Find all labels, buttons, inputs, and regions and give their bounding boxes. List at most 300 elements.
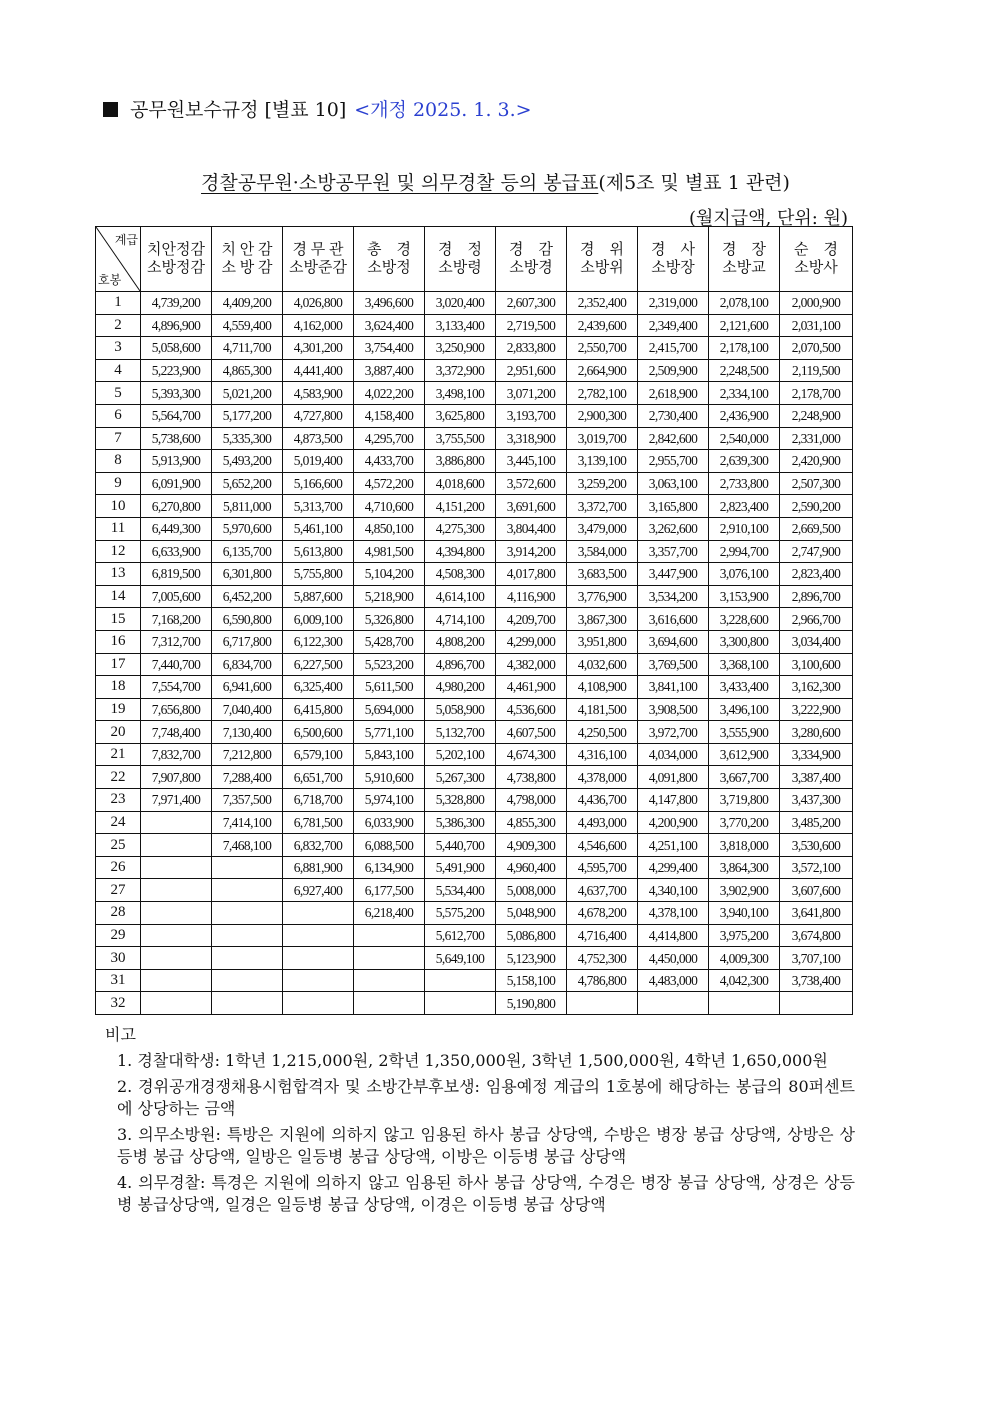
salary-cell: 3,667,700 xyxy=(709,766,780,789)
salary-cell: 5,652,200 xyxy=(212,472,283,495)
note-item: 2. 경위공개경쟁채용시험합격자 및 소방간부후보생: 임용예정 계급의 1호봉에 해당하는 봉급의 80퍼센트에 상당하는 금액 xyxy=(117,1077,855,1118)
salary-cell: 5,218,900 xyxy=(354,585,425,608)
salary-cell: 5,123,900 xyxy=(496,947,567,970)
salary-cell xyxy=(567,992,638,1015)
salary-cell: 3,387,400 xyxy=(780,766,853,789)
salary-cell: 2,733,800 xyxy=(709,472,780,495)
salary-cell: 7,832,700 xyxy=(141,743,212,766)
salary-cell: 4,108,900 xyxy=(567,676,638,699)
salary-cell: 5,910,600 xyxy=(354,766,425,789)
table-row xyxy=(96,404,853,427)
salary-cell: 4,433,700 xyxy=(354,450,425,473)
salary-cell: 4,980,200 xyxy=(425,676,496,699)
salary-cell: 4,483,000 xyxy=(638,969,709,992)
salary-cell: 3,804,400 xyxy=(496,517,567,540)
salary-cell: 4,674,300 xyxy=(496,743,567,766)
salary-cell: 4,436,700 xyxy=(567,789,638,812)
salary-cell: 5,694,000 xyxy=(354,698,425,721)
salary-cell: 7,357,500 xyxy=(212,789,283,812)
salary-cell: 2,248,900 xyxy=(780,404,853,427)
salary-cell: 5,177,200 xyxy=(212,404,283,427)
table-row xyxy=(96,924,853,947)
salary-cell: 5,386,300 xyxy=(425,811,496,834)
salary-cell: 7,288,400 xyxy=(212,766,283,789)
salary-cell: 3,280,600 xyxy=(780,721,853,744)
square-bullet-icon xyxy=(103,102,118,117)
salary-cell: 4,710,600 xyxy=(354,495,425,518)
column-header-line: 소방령 xyxy=(438,260,482,276)
salary-cell xyxy=(283,992,354,1015)
step-cell: 26 xyxy=(96,856,141,879)
salary-cell: 4,896,900 xyxy=(141,314,212,337)
salary-cell: 2,900,300 xyxy=(567,404,638,427)
salary-cell: 3,975,200 xyxy=(709,924,780,947)
salary-cell: 2,730,400 xyxy=(638,404,709,427)
salary-cell xyxy=(425,992,496,1015)
salary-cell: 4,299,000 xyxy=(496,630,567,653)
salary-cell: 4,301,200 xyxy=(283,337,354,360)
column-header-line: 소방준감 xyxy=(289,260,347,276)
salary-cell: 3,572,100 xyxy=(780,856,853,879)
salary-cell: 3,940,100 xyxy=(709,902,780,925)
salary-cell xyxy=(141,834,212,857)
salary-cell xyxy=(212,992,283,1015)
table-row xyxy=(96,789,853,812)
salary-cell: 6,452,200 xyxy=(212,585,283,608)
salary-cell: 2,248,500 xyxy=(709,359,780,382)
salary-cell: 2,119,500 xyxy=(780,359,853,382)
salary-cell: 2,509,900 xyxy=(638,359,709,382)
salary-cell: 3,193,700 xyxy=(496,404,567,427)
salary-cell: 3,020,400 xyxy=(425,292,496,315)
salary-cell: 4,162,000 xyxy=(283,314,354,337)
salary-cell: 2,436,900 xyxy=(709,404,780,427)
column-header-line: 경 무 관 xyxy=(292,242,344,258)
step-cell: 18 xyxy=(96,676,141,699)
salary-cell: 5,913,900 xyxy=(141,450,212,473)
table-row xyxy=(96,766,853,789)
salary-cell: 2,078,100 xyxy=(709,292,780,315)
salary-cell xyxy=(212,924,283,947)
salary-cell: 6,834,700 xyxy=(212,653,283,676)
salary-cell: 7,130,400 xyxy=(212,721,283,744)
salary-cell: 5,086,800 xyxy=(496,924,567,947)
salary-cell: 6,819,500 xyxy=(141,563,212,586)
note-item: 3. 의무소방원: 특방은 지원에 의하지 않고 임용된 하사 봉급 상당액, 수방은 병장 봉급 상당액, 상방은 상등병 봉급 상당액, 일방은 일등병 봉급 상당액, 이방은 이등병 봉급 상당액 xyxy=(117,1125,855,1166)
salary-cell xyxy=(354,947,425,970)
salary-cell: 3,864,300 xyxy=(709,856,780,879)
salary-cell: 6,088,500 xyxy=(354,834,425,857)
salary-cell: 4,981,500 xyxy=(354,540,425,563)
salary-cell: 4,018,600 xyxy=(425,472,496,495)
salary-cell: 2,000,900 xyxy=(780,292,853,315)
salary-cell: 4,865,300 xyxy=(212,359,283,382)
table-body xyxy=(96,292,853,1015)
salary-cell: 6,122,300 xyxy=(283,630,354,653)
salary-cell: 4,441,400 xyxy=(283,359,354,382)
table-row xyxy=(96,969,853,992)
notes-label: 비고 xyxy=(105,1025,136,1044)
table-row xyxy=(96,608,853,631)
step-cell: 25 xyxy=(96,834,141,857)
salary-cell: 4,572,200 xyxy=(354,472,425,495)
salary-cell: 4,022,200 xyxy=(354,382,425,405)
salary-cell: 5,523,200 xyxy=(354,653,425,676)
salary-cell: 4,678,200 xyxy=(567,902,638,925)
salary-cell: 3,357,700 xyxy=(638,540,709,563)
salary-cell: 4,909,300 xyxy=(496,834,567,857)
salary-cell: 5,534,400 xyxy=(425,879,496,902)
table-row xyxy=(96,585,853,608)
salary-cell: 3,228,600 xyxy=(709,608,780,631)
salary-cell: 3,674,800 xyxy=(780,924,853,947)
notes-section xyxy=(105,1024,855,1220)
salary-cell: 3,887,400 xyxy=(354,359,425,382)
column-header-line: 소방교 xyxy=(722,260,766,276)
salary-cell xyxy=(141,947,212,970)
salary-cell: 7,168,200 xyxy=(141,608,212,631)
salary-cell: 2,833,800 xyxy=(496,337,567,360)
salary-cell: 6,227,500 xyxy=(283,653,354,676)
salary-cell: 5,104,200 xyxy=(354,563,425,586)
table-row xyxy=(96,450,853,473)
salary-cell: 3,530,600 xyxy=(780,834,853,857)
salary-cell: 3,625,800 xyxy=(425,404,496,427)
salary-cell: 4,873,500 xyxy=(283,427,354,450)
salary-cell: 4,808,200 xyxy=(425,630,496,653)
step-cell: 13 xyxy=(96,563,141,586)
salary-cell: 7,554,700 xyxy=(141,676,212,699)
salary-cell: 6,633,900 xyxy=(141,540,212,563)
salary-cell: 3,707,100 xyxy=(780,947,853,970)
salary-cell: 5,326,800 xyxy=(354,608,425,631)
salary-cell: 5,491,900 xyxy=(425,856,496,879)
column-header-line: 소방장 xyxy=(651,260,695,276)
table-row xyxy=(96,721,853,744)
salary-cell xyxy=(141,879,212,902)
salary-cell: 3,972,700 xyxy=(638,721,709,744)
salary-cell: 5,649,100 xyxy=(425,947,496,970)
revision-note: <개정 2025. 1. 3.> xyxy=(354,99,532,121)
table-row xyxy=(96,856,853,879)
salary-cell: 3,437,300 xyxy=(780,789,853,812)
salary-cell: 5,328,800 xyxy=(425,789,496,812)
step-cell: 14 xyxy=(96,585,141,608)
salary-cell: 3,162,300 xyxy=(780,676,853,699)
table-row xyxy=(96,743,853,766)
salary-cell: 4,299,400 xyxy=(638,856,709,879)
salary-cell: 3,076,100 xyxy=(709,563,780,586)
column-header-line: 경 사 xyxy=(651,242,695,258)
salary-cell: 5,048,900 xyxy=(496,902,567,925)
salary-cell: 4,798,000 xyxy=(496,789,567,812)
salary-cell: 5,335,300 xyxy=(212,427,283,450)
table-row xyxy=(96,653,853,676)
salary-cell: 4,209,700 xyxy=(496,608,567,631)
salary-cell: 2,334,100 xyxy=(709,382,780,405)
step-cell: 11 xyxy=(96,517,141,540)
column-header-line: 소 방 감 xyxy=(221,260,273,276)
salary-cell: 2,951,600 xyxy=(496,359,567,382)
salary-cell: 4,716,400 xyxy=(567,924,638,947)
column-header-line: 경 정 xyxy=(438,242,482,258)
table-row xyxy=(96,495,853,518)
salary-cell: 6,579,100 xyxy=(283,743,354,766)
column-header-line: 순 경 xyxy=(794,242,838,258)
column-header-line: 소방경 xyxy=(509,260,553,276)
salary-cell: 3,738,400 xyxy=(780,969,853,992)
salary-cell: 4,739,200 xyxy=(141,292,212,315)
step-cell: 19 xyxy=(96,698,141,721)
salary-cell: 2,823,400 xyxy=(780,563,853,586)
salary-cell: 2,639,300 xyxy=(709,450,780,473)
step-cell: 29 xyxy=(96,924,141,947)
salary-cell: 3,100,600 xyxy=(780,653,853,676)
table-row xyxy=(96,902,853,925)
salary-cell: 3,300,800 xyxy=(709,630,780,653)
salary-cell: 2,439,600 xyxy=(567,314,638,337)
salary-cell: 2,590,200 xyxy=(780,495,853,518)
salary-cell: 3,318,900 xyxy=(496,427,567,450)
salary-cell: 2,607,300 xyxy=(496,292,567,315)
salary-cell: 4,855,300 xyxy=(496,811,567,834)
salary-cell: 5,190,800 xyxy=(496,992,567,1015)
column-header xyxy=(496,227,567,292)
salary-cell: 2,352,400 xyxy=(567,292,638,315)
salary-cell: 3,867,300 xyxy=(567,608,638,631)
salary-cell: 3,694,600 xyxy=(638,630,709,653)
salary-cell: 4,316,100 xyxy=(567,743,638,766)
salary-cell: 3,886,800 xyxy=(425,450,496,473)
salary-cell xyxy=(141,856,212,879)
salary-cell xyxy=(212,947,283,970)
salary-cell xyxy=(141,924,212,947)
salary-cell: 5,223,900 xyxy=(141,359,212,382)
salary-cell: 3,153,900 xyxy=(709,585,780,608)
salary-cell: 5,887,600 xyxy=(283,585,354,608)
salary-cell: 4,714,100 xyxy=(425,608,496,631)
salary-cell: 3,334,900 xyxy=(780,743,853,766)
salary-cell: 4,559,400 xyxy=(212,314,283,337)
salary-cell: 4,295,700 xyxy=(354,427,425,450)
table-row xyxy=(96,879,853,902)
salary-cell: 4,614,100 xyxy=(425,585,496,608)
salary-cell: 2,664,900 xyxy=(567,359,638,382)
salary-cell: 5,008,000 xyxy=(496,879,567,902)
table-title-main: 경찰공무원·소방공무원 및 의무경찰 등의 봉급표 xyxy=(201,172,599,194)
column-header xyxy=(141,227,212,292)
salary-cell: 3,624,400 xyxy=(354,314,425,337)
salary-cell: 6,927,400 xyxy=(283,879,354,902)
salary-cell: 4,738,800 xyxy=(496,766,567,789)
table-row xyxy=(96,698,853,721)
salary-cell: 2,955,700 xyxy=(638,450,709,473)
column-header-line: 치 안 감 xyxy=(221,242,273,258)
salary-cell: 3,262,600 xyxy=(638,517,709,540)
salary-cell: 4,595,700 xyxy=(567,856,638,879)
salary-cell: 2,823,400 xyxy=(709,495,780,518)
salary-cell: 6,218,400 xyxy=(354,902,425,925)
salary-cell: 4,026,800 xyxy=(283,292,354,315)
salary-cell: 3,368,100 xyxy=(709,653,780,676)
salary-cell xyxy=(709,992,780,1015)
salary-cell: 6,500,600 xyxy=(283,721,354,744)
table-row xyxy=(96,427,853,450)
salary-cell: 4,250,500 xyxy=(567,721,638,744)
salary-cell: 4,034,000 xyxy=(638,743,709,766)
salary-cell: 3,165,800 xyxy=(638,495,709,518)
salary-cell xyxy=(141,992,212,1015)
salary-cell xyxy=(141,969,212,992)
salary-cell: 6,091,900 xyxy=(141,472,212,495)
salary-cell: 3,222,900 xyxy=(780,698,853,721)
step-cell: 21 xyxy=(96,743,141,766)
salary-cell: 3,776,900 xyxy=(567,585,638,608)
step-cell: 10 xyxy=(96,495,141,518)
table-row xyxy=(96,314,853,337)
salary-cell: 5,612,700 xyxy=(425,924,496,947)
salary-cell: 3,902,900 xyxy=(709,879,780,902)
salary-cell: 6,781,500 xyxy=(283,811,354,834)
column-header-line: 경 위 xyxy=(580,242,624,258)
salary-cell: 5,843,100 xyxy=(354,743,425,766)
unit-note: (월지급액, 단위: 원) xyxy=(689,208,848,229)
salary-cell: 6,135,700 xyxy=(212,540,283,563)
salary-cell xyxy=(212,879,283,902)
salary-cell xyxy=(354,924,425,947)
salary-cell: 5,461,100 xyxy=(283,517,354,540)
salary-cell: 4,042,300 xyxy=(709,969,780,992)
step-cell: 17 xyxy=(96,653,141,676)
salary-cell xyxy=(283,902,354,925)
salary-cell: 6,449,300 xyxy=(141,517,212,540)
table-title-suffix: (제5조 및 별표 1 관련) xyxy=(598,172,790,194)
note-item: 4. 의무경찰: 특경은 지원에 의하지 않고 임용된 하사 봉급 상당액, 수경은 병장 봉급 상당액, 상경은 상등병 봉급상당액, 일경은 일등병 봉급 상당액, 이경은 이등병 봉급 상당액 xyxy=(117,1173,855,1214)
salary-cell: 5,158,100 xyxy=(496,969,567,992)
salary-cell: 5,313,700 xyxy=(283,495,354,518)
salary-cell: 3,498,100 xyxy=(425,382,496,405)
step-cell: 1 xyxy=(96,292,141,315)
salary-cell: 6,134,900 xyxy=(354,856,425,879)
salary-cell: 4,727,800 xyxy=(283,404,354,427)
table-row xyxy=(96,382,853,405)
salary-cell: 2,747,900 xyxy=(780,540,853,563)
salary-cell: 3,372,700 xyxy=(567,495,638,518)
salary-cell: 2,994,700 xyxy=(709,540,780,563)
salary-cell xyxy=(780,992,853,1015)
salary-cell: 3,755,500 xyxy=(425,427,496,450)
salary-cell: 3,250,900 xyxy=(425,337,496,360)
salary-cell: 6,415,800 xyxy=(283,698,354,721)
salary-cell: 2,896,700 xyxy=(780,585,853,608)
salary-cell: 4,378,100 xyxy=(638,902,709,925)
salary-cell: 5,166,600 xyxy=(283,472,354,495)
salary-cell: 4,382,000 xyxy=(496,653,567,676)
salary-cell xyxy=(283,924,354,947)
salary-cell: 2,507,300 xyxy=(780,472,853,495)
salary-cell: 5,132,700 xyxy=(425,721,496,744)
salary-cell: 2,415,700 xyxy=(638,337,709,360)
salary-cell: 5,058,900 xyxy=(425,698,496,721)
salary-cell: 4,200,900 xyxy=(638,811,709,834)
salary-cell: 6,270,800 xyxy=(141,495,212,518)
corner-step-label: 호봉 xyxy=(98,273,122,287)
salary-cell: 4,850,100 xyxy=(354,517,425,540)
salary-cell xyxy=(283,969,354,992)
column-header xyxy=(354,227,425,292)
salary-cell: 4,251,100 xyxy=(638,834,709,857)
salary-cell: 4,147,800 xyxy=(638,789,709,812)
salary-cell: 6,881,900 xyxy=(283,856,354,879)
salary-cell: 5,974,100 xyxy=(354,789,425,812)
table-row xyxy=(96,472,853,495)
step-cell: 7 xyxy=(96,427,141,450)
salary-cell: 3,908,500 xyxy=(638,698,709,721)
salary-cell: 6,590,800 xyxy=(212,608,283,631)
salary-cell: 4,032,600 xyxy=(567,653,638,676)
salary-cell: 5,755,800 xyxy=(283,563,354,586)
salary-cell: 6,941,600 xyxy=(212,676,283,699)
salary-cell xyxy=(212,856,283,879)
step-cell: 9 xyxy=(96,472,141,495)
salary-cell: 4,536,600 xyxy=(496,698,567,721)
salary-cell: 2,842,600 xyxy=(638,427,709,450)
column-header xyxy=(709,227,780,292)
salary-cell: 3,641,800 xyxy=(780,902,853,925)
salary-cell: 2,540,000 xyxy=(709,427,780,450)
column-header xyxy=(567,227,638,292)
step-cell: 31 xyxy=(96,969,141,992)
salary-cell: 7,040,400 xyxy=(212,698,283,721)
salary-cell: 4,607,500 xyxy=(496,721,567,744)
salary-cell xyxy=(354,969,425,992)
salary-cell: 2,669,500 xyxy=(780,517,853,540)
salary-cell: 4,583,900 xyxy=(283,382,354,405)
step-cell: 2 xyxy=(96,314,141,337)
salary-cell: 5,021,200 xyxy=(212,382,283,405)
table-title xyxy=(0,168,991,195)
salary-cell: 4,091,800 xyxy=(638,766,709,789)
salary-cell: 4,181,500 xyxy=(567,698,638,721)
salary-cell: 3,841,100 xyxy=(638,676,709,699)
salary-cell: 3,372,900 xyxy=(425,359,496,382)
salary-cell: 5,202,100 xyxy=(425,743,496,766)
step-cell: 5 xyxy=(96,382,141,405)
step-cell: 15 xyxy=(96,608,141,631)
salary-cell: 4,896,700 xyxy=(425,653,496,676)
salary-cell: 6,033,900 xyxy=(354,811,425,834)
table-row xyxy=(96,292,853,315)
salary-cell: 4,508,300 xyxy=(425,563,496,586)
salary-cell: 7,005,600 xyxy=(141,585,212,608)
salary-cell: 4,158,400 xyxy=(354,404,425,427)
salary-cell: 3,071,200 xyxy=(496,382,567,405)
salary-cell xyxy=(425,969,496,992)
salary-cell: 7,468,100 xyxy=(212,834,283,857)
note-item: 1. 경찰대학생: 1학년 1,215,000원, 2학년 1,350,000원, 3학년 1,500,000원, 4학년 1,650,000원 xyxy=(117,1051,828,1070)
salary-cell: 7,971,400 xyxy=(141,789,212,812)
salary-cell: 6,832,700 xyxy=(283,834,354,857)
table-row xyxy=(96,811,853,834)
column-header xyxy=(780,227,853,292)
salary-cell: 3,485,200 xyxy=(780,811,853,834)
salary-cell: 5,058,600 xyxy=(141,337,212,360)
salary-cell: 3,951,800 xyxy=(567,630,638,653)
heading-text: 공무원보수규정 [별표 10] xyxy=(130,99,347,121)
salary-cell: 4,116,900 xyxy=(496,585,567,608)
column-header xyxy=(212,227,283,292)
salary-cell: 2,121,600 xyxy=(709,314,780,337)
